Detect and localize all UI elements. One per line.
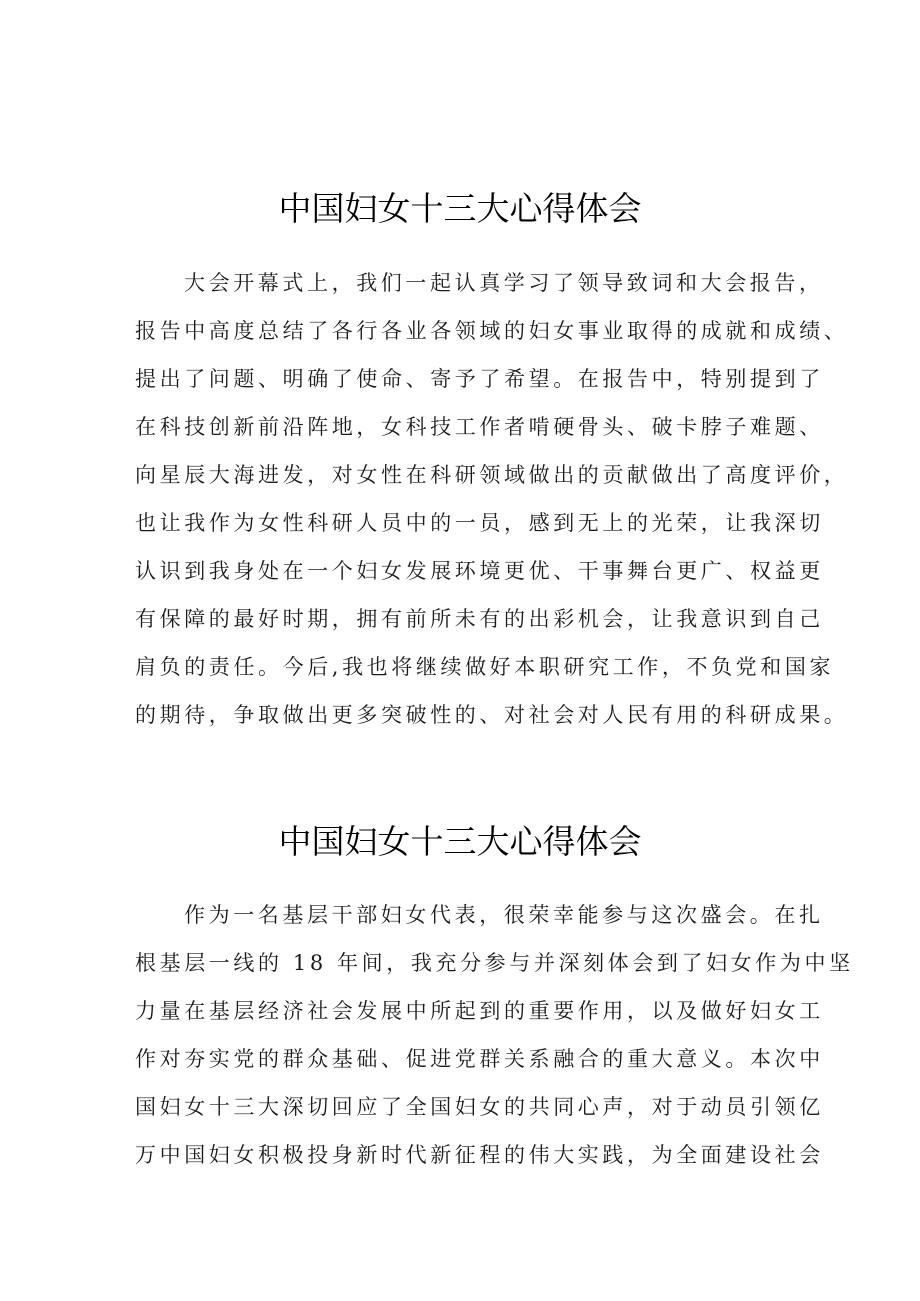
paragraph-line: 有保障的最好时期，拥有前所未有的出彩机会，让我意识到自己 [135,607,824,631]
paragraph-line: 作为一名基层干部妇女代表，很荣幸能参与这次盛会。在扎 [184,903,824,927]
section-2-paragraph [135,891,854,1179]
paragraph-line: 作对夯实党的群众基础、促进党群关系融合的重大意义。本次中 [135,1047,824,1071]
paragraph-line: 在科技创新前沿阵地，女科技工作者啃硬骨头、破卡脖子难题、 [135,415,824,439]
paragraph-line: 的期待，争取做出更多突破性的、对社会对人民有用的科研成果。 [135,703,849,727]
paragraph-line: 根基层一线的 18 年间，我充分参与并深刻体会到了妇女作为中坚 [135,951,854,975]
paragraph-line: 认识到我身处在一个妇女发展环境更优、干事舞台更广、权益更 [135,559,824,583]
paragraph-line: 万中国妇女积极投身新时代新征程的伟大实践，为全面建设社会 [135,1143,824,1167]
paragraph-line: 报告中高度总结了各行各业各领域的妇女事业取得的成就和成绩、 [135,319,849,343]
paragraph-line: 提出了问题、明确了使命、寄予了希望。在报告中，特别提到了 [135,367,824,391]
section-2-title: 中国妇女十三大心得体会 [278,822,642,862]
paragraph-line: 肩负的责任。今后,我也将继续做好本职研究工作，不负党和国家 [135,655,835,679]
paragraph-line: 国妇女十三大深切回应了全国妇女的共同心声，对于动员引领亿 [135,1095,824,1119]
section-1-title: 中国妇女十三大心得体会 [278,189,642,229]
paragraph-line: 向星辰大海进发，对女性在科研领域做出的贡献做出了高度评价， [135,463,849,487]
paragraph-line: 大会开幕式上，我们一起认真学习了领导致词和大会报告， [184,271,824,295]
paragraph-line: 力量在基层经济社会发展中所起到的重要作用，以及做好妇女工 [135,999,824,1023]
section-1-paragraph [135,259,849,739]
paragraph-line: 也让我作为女性科研人员中的一员，感到无上的光荣，让我深切 [135,511,824,535]
